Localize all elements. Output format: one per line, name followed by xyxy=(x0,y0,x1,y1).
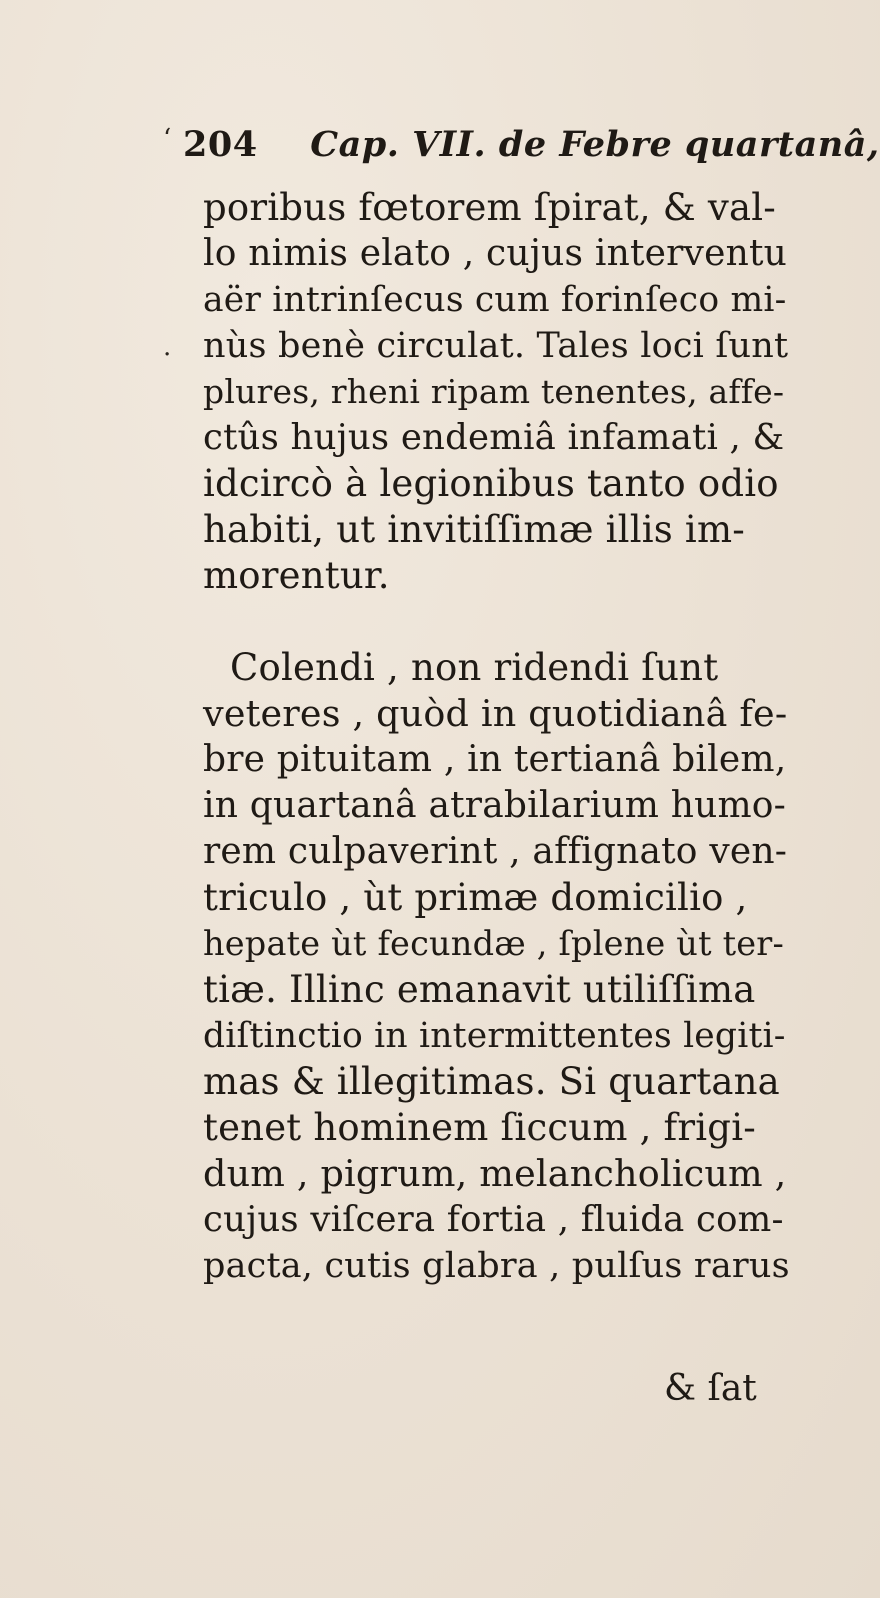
text-line: bre pituitam , in tertianâ bilem, xyxy=(203,739,787,780)
text-line: plures, rheni ripam tenentes, affe- xyxy=(203,372,785,411)
text-line: mas & illegitimas. Si quartana xyxy=(203,1060,780,1103)
text-line: aër intrinſecus cum forinſeco mi- xyxy=(203,280,787,320)
margin-mark: ‘ xyxy=(163,124,172,154)
text-line: diſtinctio in intermittentes legiti- xyxy=(203,1016,786,1056)
text-line: morentur. xyxy=(203,554,390,597)
text-line: triculo , ùt primæ domicilio , xyxy=(203,876,748,919)
text-line: Colendi , non ridendi ſunt xyxy=(230,646,719,689)
text-line: rem culpaverint , affignato ven- xyxy=(203,831,788,872)
text-line: in quartanâ atrabilarium humo- xyxy=(203,785,787,826)
running-head xyxy=(183,124,880,165)
text-line: habiti, ut invitiſſimæ illis im- xyxy=(203,508,745,551)
text-line: poribus fœtorem ſpirat, & val- xyxy=(203,186,776,229)
text-line: veteres , quòd in quotidianâ fe- xyxy=(203,692,788,735)
text-line: tiæ. Illinc emanavit utiliſſima xyxy=(203,968,756,1011)
text-line: cujus viſcera fortia , fluida com- xyxy=(203,1199,784,1240)
text-line: pacta, cutis glabra , pulſus rarus xyxy=(203,1246,790,1286)
text-line: hepate ùt fecundæ , ſplene ùt ter- xyxy=(203,924,784,963)
text-line: lo nimis elato , cujus interventu xyxy=(203,233,788,274)
text-line: ctûs hujus endemiâ infamati , & xyxy=(203,417,785,458)
text-line: idcircò à legionibus tanto odio xyxy=(203,462,779,505)
catchword: & ſat xyxy=(664,1368,757,1409)
text-line: tenet hominem ſiccum , frigi- xyxy=(203,1106,756,1149)
text-line: dum , pigrum, melancholicum , xyxy=(203,1152,787,1195)
chapter-title: Cap. VII. de Febre quartanâ, xyxy=(310,124,880,165)
text-line: nùs benè circulat. Tales loci ſunt xyxy=(203,326,789,366)
page-number: 204 xyxy=(183,124,258,165)
margin-dot: . xyxy=(163,332,172,362)
